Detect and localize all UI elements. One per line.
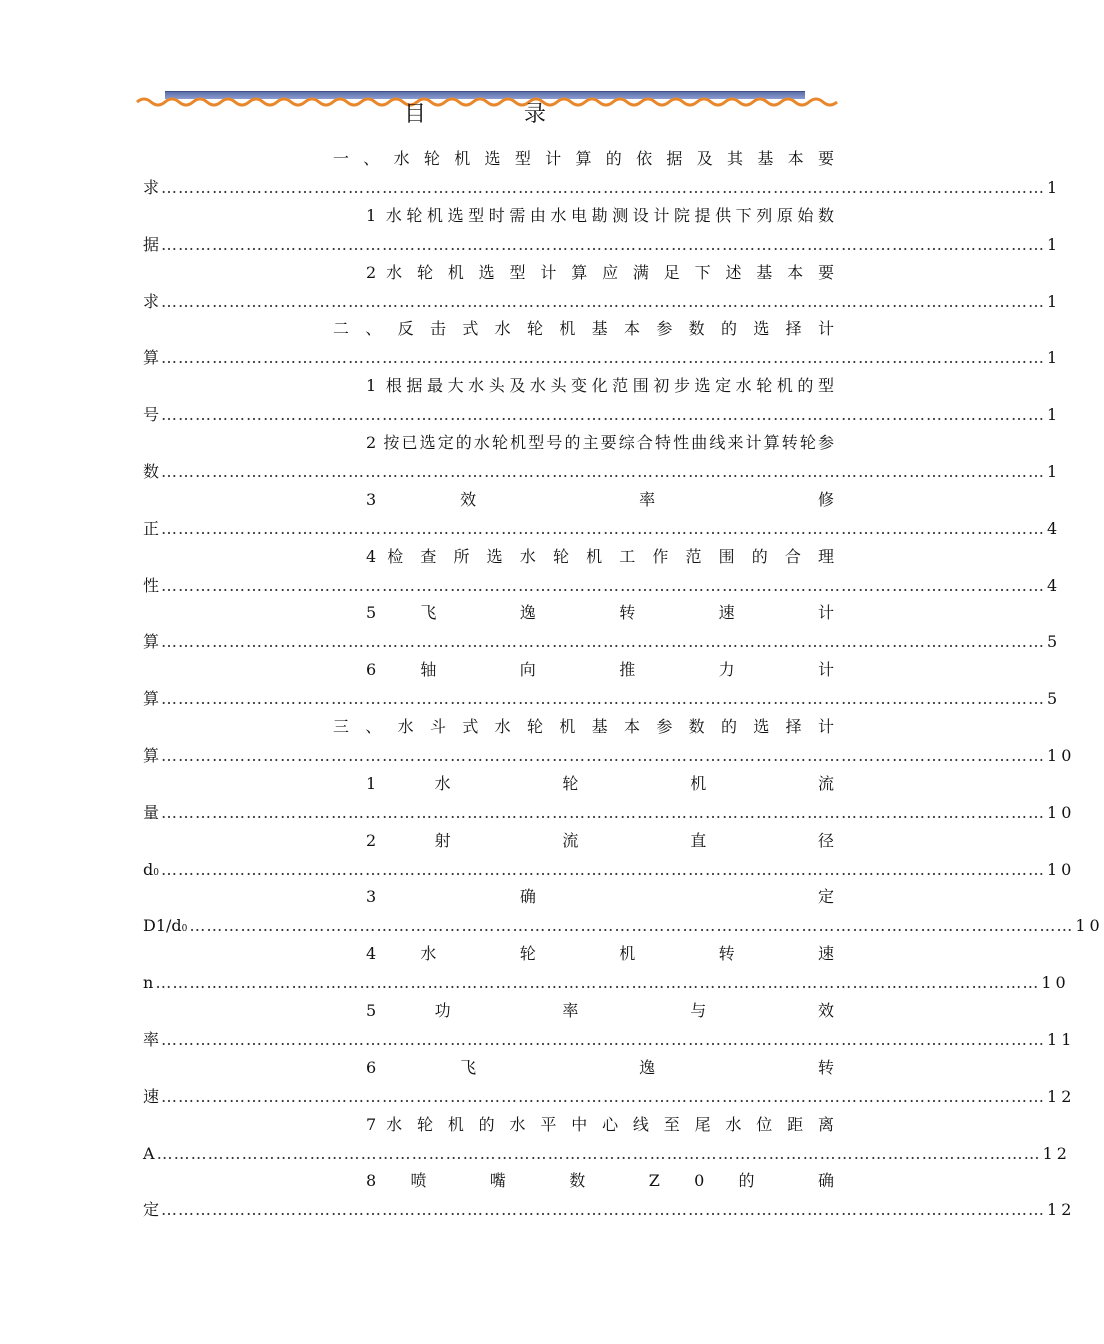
toc-page-number: 10: [1047, 802, 1076, 822]
toc-entry[interactable]: [143, 1112, 1071, 1170]
toc-page-number: 1: [1047, 348, 1062, 368]
toc-dot-leader: …………………………………………………………………………………………………………………………………………: [189, 916, 1074, 936]
toc-page-number: 10: [1046, 859, 1076, 879]
toc-entry-tail: 号: [143, 405, 160, 425]
toc-entry-leader-line: [143, 174, 1062, 202]
toc-entry[interactable]: [143, 600, 1062, 658]
toc-entry-tail: A: [143, 1143, 155, 1163]
toc-page-number: 4: [1047, 518, 1062, 538]
toc-entry-tail: 性: [143, 575, 160, 595]
toc-page-number: 12: [1047, 1200, 1076, 1220]
toc-page-number: 1: [1047, 178, 1062, 197]
toc-entry-leader-line: [143, 515, 1062, 543]
toc-page-number: 1: [1047, 234, 1062, 254]
toc-entry[interactable]: [143, 487, 1062, 545]
toc-dot-leader: …………………………………………………………………………………………………………………………………………: [156, 1143, 1041, 1163]
toc-entry-leader-line: [143, 1026, 1076, 1054]
toc-entry-leader-line: [143, 572, 1062, 600]
toc-dot-leader: …………………………………………………………………………………………………………………………………………: [161, 462, 1046, 481]
toc-entry-leader-line: [143, 1083, 1076, 1111]
toc-entry-tail: 算: [143, 746, 160, 765]
toc-dot-leader: …………………………………………………………………………………………………………………………………………: [161, 1200, 1046, 1220]
toc-entry-heading: 三 、 水 斗 式 水 轮 机 基 本 参 数 的 选 择 计: [333, 717, 834, 736]
toc-entry-heading: 3 效 率 修: [366, 489, 834, 509]
toc-dot-leader: …………………………………………………………………………………………………………………………………………: [161, 802, 1046, 822]
toc-entry-heading: 7 水 轮 机 的 水 平 中 心 线 至 尾 水 位 距 离: [366, 1114, 834, 1134]
toc-entry[interactable]: [143, 203, 1062, 261]
toc-entry-tail: 据: [143, 234, 160, 254]
toc-entry-heading: 8 喷 嘴 数 Z 0 的 确: [366, 1171, 834, 1191]
toc-page-number: 5: [1047, 632, 1062, 652]
toc-entry-tail: D1/d: [143, 916, 182, 936]
toc-entry-leader-line: [143, 628, 1062, 656]
toc-entry-subscript: 0: [153, 867, 159, 878]
toc-entry-leader-line: [143, 1140, 1071, 1168]
toc-entry-heading: 6 飞 逸 转: [366, 1057, 834, 1077]
toc-entry-heading: 1 水轮机选型时需由水电勘测设计院提供下列原始数: [366, 205, 834, 225]
toc-page-number: 10: [1047, 746, 1076, 765]
toc-dot-leader: …………………………………………………………………………………………………………………………………………: [160, 859, 1045, 879]
toc-entry-tail: 算: [143, 689, 160, 709]
toc-dot-leader: …………………………………………………………………………………………………………………………………………: [161, 178, 1046, 197]
toc-page-number: 11: [1047, 1030, 1076, 1049]
toc-entry-heading: 5 飞 逸 转 速 计: [366, 603, 834, 623]
toc-entry-tail: 算: [143, 348, 160, 368]
toc-entry[interactable]: [143, 1055, 1076, 1113]
toc-entry-tail: d: [143, 859, 154, 879]
toc-entry-leader-line: [143, 1196, 1076, 1224]
toc-entry[interactable]: [143, 884, 1104, 942]
toc-entry-heading: 一 、 水 轮 机 选 型 计 算 的 依 据 及 其 基 本 要: [333, 149, 834, 168]
toc-entry-leader-line: [143, 458, 1062, 486]
toc-dot-leader: …………………………………………………………………………………………………………………………………………: [161, 1086, 1046, 1106]
toc-page-number: 5: [1047, 689, 1062, 709]
toc-entry-tail: 求: [143, 178, 160, 197]
toc-dot-leader: …………………………………………………………………………………………………………………………………………: [161, 518, 1046, 538]
toc-dot-leader: …………………………………………………………………………………………………………………………………………: [161, 234, 1046, 254]
toc-entry-heading: 2 水 轮 机 选 型 计 算 应 满 足 下 述 基 本 要: [366, 262, 834, 282]
toc-entry[interactable]: [143, 657, 1062, 715]
page-title: 目 录: [403, 102, 584, 127]
toc-page-number: 12: [1047, 1086, 1076, 1106]
toc-entry[interactable]: [143, 771, 1076, 829]
toc-dot-leader: …………………………………………………………………………………………………………………………………………: [161, 689, 1046, 709]
toc-page-number: 1: [1047, 405, 1062, 425]
toc-entry-heading: 4 检 查 所 选 水 轮 机 工 作 范 围 的 合 理: [366, 546, 834, 566]
toc-entry-tail: 算: [143, 632, 160, 652]
toc-entry-heading: 二 、 反 击 式 水 轮 机 基 本 参 数 的 选 择 计: [333, 319, 834, 339]
toc-entry[interactable]: [143, 146, 1062, 204]
toc-entry-tail: 求: [143, 291, 160, 311]
toc-entry-heading: 4 水 轮 机 转 速: [366, 944, 834, 964]
toc-entry[interactable]: [143, 1168, 1076, 1226]
toc-entry-leader-line: [143, 799, 1076, 827]
toc-entry-heading: 6 轴 向 推 力 计: [366, 660, 834, 680]
toc-entry-leader-line: [143, 912, 1104, 940]
toc-page-number: 12: [1042, 1143, 1071, 1163]
toc-entry-heading: 3 确 定: [366, 887, 834, 907]
toc-entry-tail: 定: [143, 1200, 160, 1220]
toc-page-number: 1: [1047, 291, 1062, 311]
toc-dot-leader: …………………………………………………………………………………………………………………………………………: [161, 1030, 1046, 1049]
toc-dot-leader: …………………………………………………………………………………………………………………………………………: [161, 746, 1046, 765]
toc-entry-leader-line: [143, 401, 1062, 429]
toc-entry[interactable]: [143, 373, 1062, 431]
toc-entry-subscript: 0: [181, 924, 188, 935]
toc-page-number: 1: [1047, 462, 1062, 481]
toc-entry-tail: 速: [143, 1086, 160, 1106]
toc-dot-leader: …………………………………………………………………………………………………………………………………………: [161, 348, 1046, 368]
toc-entry[interactable]: [143, 260, 1062, 318]
toc-dot-leader: …………………………………………………………………………………………………………………………………………: [161, 291, 1046, 311]
toc-entry-leader-line: [143, 856, 1076, 884]
toc-entry-heading: 5 功 率 与 效: [366, 1001, 834, 1020]
toc-entry-tail: 率: [143, 1030, 160, 1049]
toc-entry-tail: 量: [143, 802, 160, 822]
toc-entry[interactable]: [143, 544, 1062, 602]
toc-entry-tail: 正: [143, 518, 160, 538]
toc-entry-leader-line: [143, 344, 1062, 372]
toc-entry-leader-line: [143, 231, 1062, 259]
toc-entry-heading: 2 射 流 直 径: [366, 830, 834, 850]
toc-dot-leader: …………………………………………………………………………………………………………………………………………: [161, 575, 1046, 595]
toc-entry[interactable]: [143, 316, 1062, 374]
toc-dot-leader: …………………………………………………………………………………………………………………………………………: [155, 973, 1040, 993]
toc-entry-leader-line: [143, 742, 1076, 770]
toc-entry-heading: 1 水 轮 机 流: [366, 773, 834, 793]
toc-entry-tail: n: [143, 973, 154, 993]
toc-page-number: 10: [1041, 973, 1070, 993]
toc-entry[interactable]: [143, 430, 1062, 488]
toc-entry[interactable]: [143, 998, 1076, 1056]
toc-entry-tail: 数: [143, 462, 160, 481]
toc-dot-leader: …………………………………………………………………………………………………………………………………………: [161, 405, 1046, 425]
toc-dot-leader: …………………………………………………………………………………………………………………………………………: [161, 632, 1046, 652]
toc-page-number: 4: [1047, 575, 1062, 595]
toc-entry[interactable]: [143, 828, 1076, 886]
toc-entry-leader-line: [143, 969, 1070, 997]
toc-entry[interactable]: [143, 714, 1076, 772]
toc-entry-leader-line: [143, 288, 1062, 316]
toc-entry[interactable]: [143, 941, 1070, 999]
toc-entry-leader-line: [143, 685, 1062, 713]
toc-entry-heading: 1 根据最大水头及水头变化范围初步选定水轮机的型: [366, 376, 834, 396]
toc-page-number: 10: [1075, 916, 1104, 936]
toc-entry-heading: 2 按已选定的水轮机型号的主要综合特性曲线来计算转轮参: [366, 433, 834, 452]
